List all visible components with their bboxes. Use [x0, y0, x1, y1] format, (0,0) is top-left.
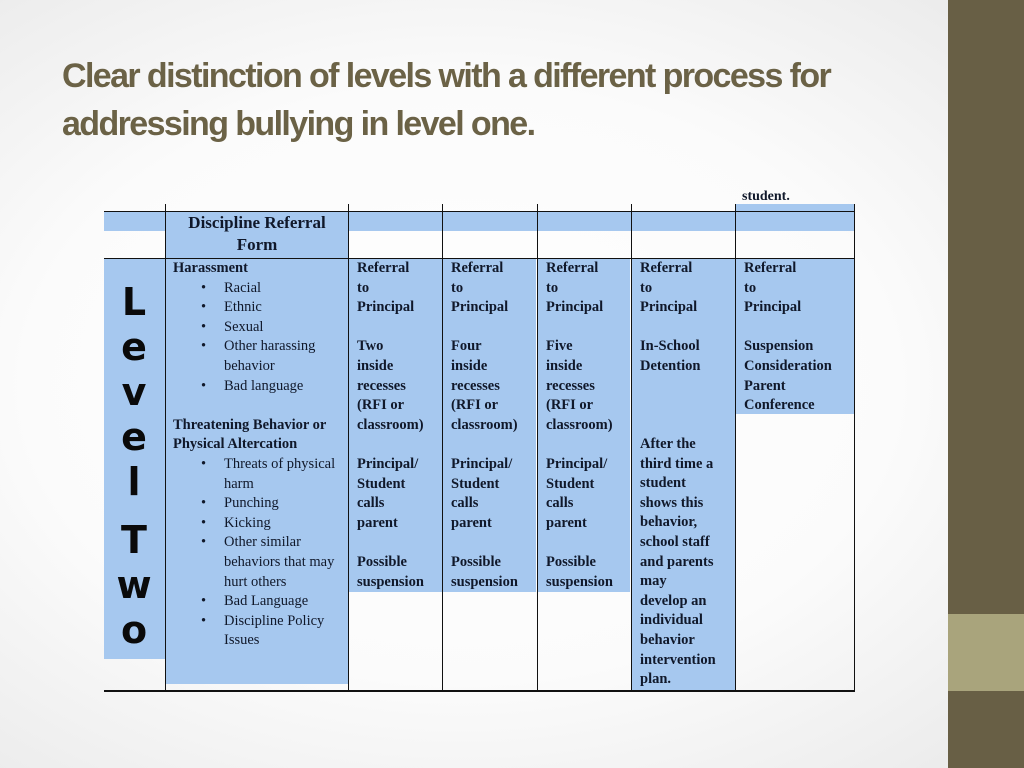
list-item: • Ethnic — [173, 298, 345, 318]
level-letter: e — [121, 415, 147, 459]
level-two-label — [106, 280, 162, 653]
threatening-list — [173, 455, 345, 651]
grid-line — [104, 690, 855, 692]
level-letter: o — [120, 608, 148, 652]
consequence-col-4-note: After the third time a student shows this behavior, school staff and parents may develop an individual behavior intervention plan. — [640, 436, 716, 688]
level-letter: T — [121, 518, 147, 562]
list-item: • Other similar behaviors that may hurt others — [173, 533, 345, 592]
header-discipline-referral-form: Discipline Referral Form — [188, 213, 326, 254]
clipped-cell-text: student. — [742, 189, 790, 204]
slide-title: Clear distinction of levels with a different process for addressing bullying in level one. — [62, 57, 831, 143]
level-letter: v — [121, 370, 147, 414]
level-letter: L — [121, 280, 147, 324]
list-item: • Kicking — [173, 514, 345, 534]
harassment-list — [173, 279, 345, 397]
consequence-col-3: Referral to Principal Five inside recesses (RFI or classroom) Principal/ Student calls parent Possible suspension — [546, 260, 613, 590]
grid-line — [348, 204, 349, 691]
grid-line — [631, 204, 632, 691]
list-item: • Punching — [173, 494, 345, 514]
grid-line — [442, 204, 443, 691]
list-item: • Discipline Policy Issues — [173, 612, 345, 651]
list-item: • Other harassing behavior — [173, 337, 345, 376]
level-letter: e — [121, 325, 147, 369]
behaviors-cell — [173, 259, 345, 651]
list-item: • Racial — [173, 279, 345, 299]
list-item: • Threats of physical harm — [173, 455, 345, 494]
harassment-heading: Harassment — [173, 260, 248, 276]
grid-line — [735, 204, 736, 691]
consequence-col-5: Referral to Principal Suspension Consideration Parent Conference — [744, 260, 832, 414]
grid-line — [854, 204, 855, 691]
grid-line — [165, 204, 166, 691]
level-letter: w — [116, 563, 152, 607]
consequence-col-4: Referral to Principal In-School Detention — [640, 260, 701, 374]
list-item: • Bad language — [173, 377, 345, 397]
grid-line — [537, 204, 538, 691]
threatening-heading: Threatening Behavior or Physical Altercation — [173, 416, 327, 453]
consequence-col-2: Referral to Principal Four inside recesses (RFI or classroom) Principal/ Student calls parent Possible suspension — [451, 260, 518, 590]
list-item: • Bad Language — [173, 592, 345, 612]
consequence-col-1: Referral to Principal Two inside recesses (RFI or classroom) Principal/ Student calls parent Possible suspension — [357, 260, 424, 590]
level-letter: l — [127, 460, 141, 504]
list-item: • Sexual — [173, 318, 345, 338]
